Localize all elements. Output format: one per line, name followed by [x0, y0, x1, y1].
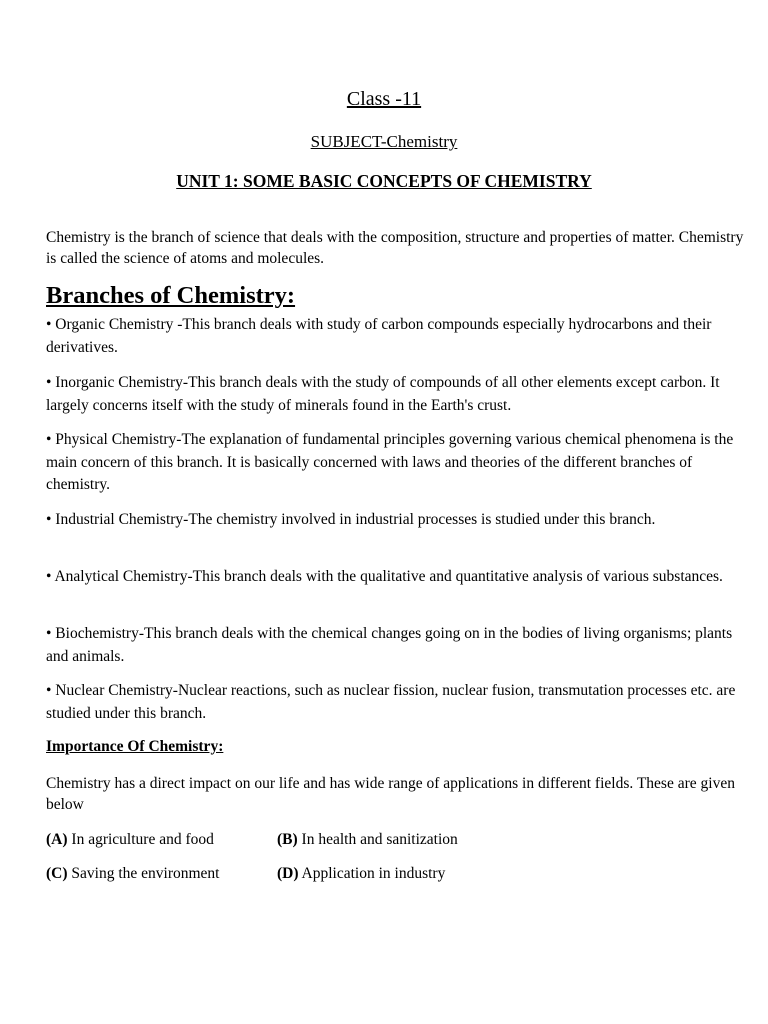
subject-title: SUBJECT-Chemistry: [310, 132, 458, 151]
application-key: (C): [46, 865, 68, 882]
application-key: (D): [277, 865, 299, 882]
branch-item-physical: • Physical Chemistry-The explanation of fundamental principles governing various chemical phenomena is the main concern of this branch. It is basically concerned with laws and theories of the different branches of chemistry.: [46, 431, 734, 493]
application-text: Saving the environment: [67, 865, 220, 882]
application-item-health: [277, 830, 458, 850]
application-item-agriculture: [46, 830, 214, 850]
class-title: Class -11: [346, 88, 422, 110]
application-key: (A): [46, 831, 68, 848]
branch-item-analytical: • Analytical Chemistry-This branch deals with the qualitative and quantitative analysis of various substances.: [46, 568, 723, 585]
branch-item-inorganic: • Inorganic Chemistry-This branch deals with the study of compounds of all other elements except carbon. It largely concerns itself with the study of minerals found in the Earth's crust.: [46, 374, 720, 414]
branches-heading: Branches of Chemistry:: [46, 282, 296, 309]
importance-paragraph: Chemistry has a direct impact on our life and has wide range of applications in different fields. These are given below: [46, 775, 735, 813]
application-text: Application in industry: [298, 865, 446, 882]
application-text: In health and sanitization: [297, 831, 458, 848]
branch-item-biochemistry: • Biochemistry-This branch deals with the chemical changes going on in the bodies of living organisms; plants and animals.: [46, 625, 733, 665]
intro-paragraph: Chemistry is the branch of science that deals with the composition, structure and properties of matter. Chemistry is called the science of atoms and molecules.: [46, 229, 744, 267]
application-text: In agriculture and food: [67, 831, 214, 848]
branch-item-industrial: • Industrial Chemistry-The chemistry involved in industrial processes is studied under this branch.: [46, 511, 656, 528]
importance-heading: Importance Of Chemistry:: [46, 738, 224, 755]
branch-item-nuclear: • Nuclear Chemistry-Nuclear reactions, such as nuclear fission, nuclear fusion, transmutation processes etc. are studied under this branch.: [46, 682, 736, 722]
application-item-environment: [46, 864, 220, 884]
application-item-industry: [277, 864, 445, 884]
branch-item-organic: • Organic Chemistry -This branch deals with study of carbon compounds especially hydrocarbons and their derivatives.: [46, 316, 712, 356]
application-key: (B): [277, 831, 298, 848]
unit-title: UNIT 1: SOME BASIC CONCEPTS OF CHEMISTRY: [176, 171, 592, 191]
